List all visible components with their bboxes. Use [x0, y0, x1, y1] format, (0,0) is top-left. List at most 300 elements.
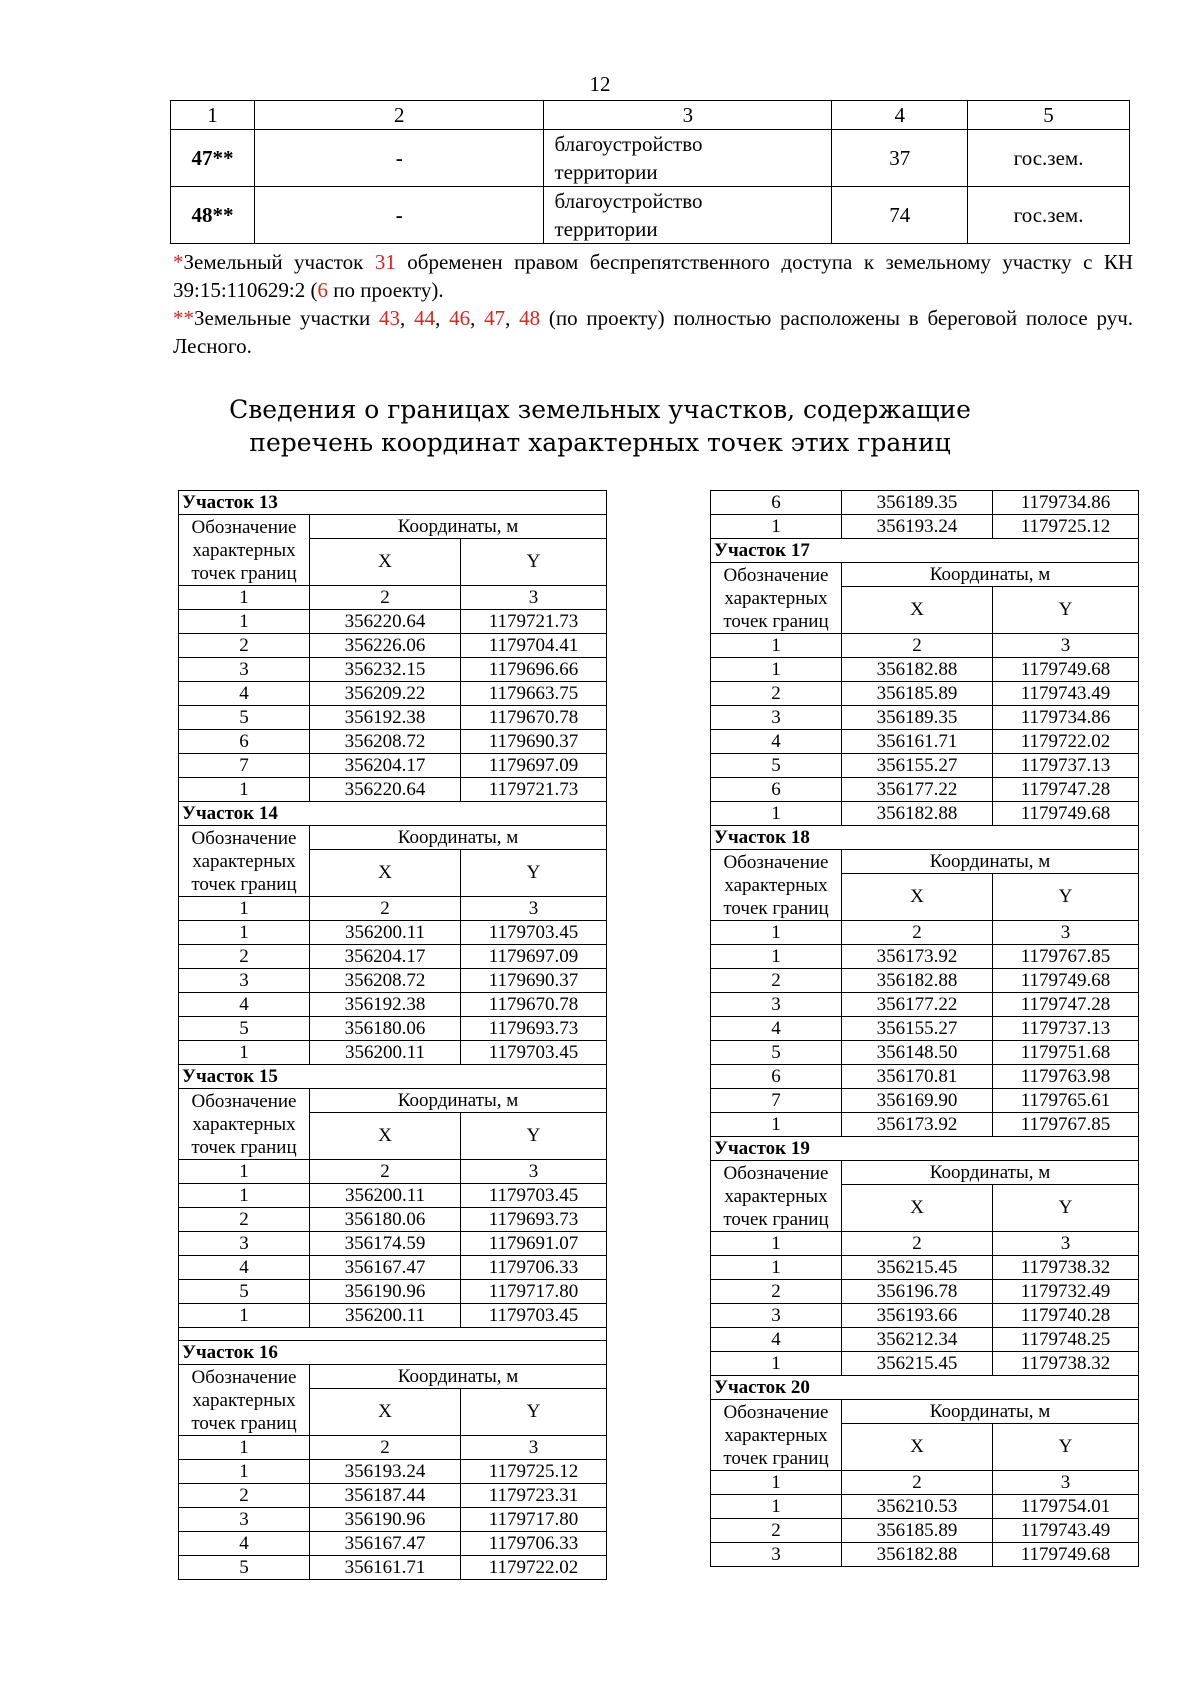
table-row: [711, 1137, 1139, 1161]
table-row: [179, 1041, 607, 1065]
x-coordinate: 356174.59: [310, 1232, 461, 1256]
table-row: [179, 682, 607, 706]
table-header-row: [171, 101, 1130, 130]
x-coordinate: 356189.35: [842, 491, 993, 515]
coordinates-header: Координаты, м: [842, 1400, 1139, 1424]
land-use-table: [170, 100, 1130, 244]
label-line: Обозначение: [723, 564, 829, 586]
table-row: [711, 1089, 1139, 1113]
point-number: 2: [179, 945, 310, 969]
table-row: [711, 1280, 1139, 1304]
column-number: 2: [310, 586, 461, 610]
table-row: [711, 993, 1139, 1017]
x-coordinate: 356220.64: [310, 778, 461, 802]
table-row: [179, 1460, 607, 1484]
point-number: 1: [711, 1495, 842, 1519]
x-coordinate: 356185.89: [842, 1519, 993, 1543]
y-coordinate: 1179732.49: [993, 1280, 1139, 1304]
point-number: 3: [711, 993, 842, 1017]
x-coordinate: 356167.47: [310, 1532, 461, 1556]
y-coordinate: 1179749.68: [993, 802, 1139, 826]
column-number: 1: [179, 1436, 310, 1460]
point-number: 5: [711, 1041, 842, 1065]
y-coordinate: 1179767.85: [993, 945, 1139, 969]
x-header: X: [310, 1389, 461, 1436]
table-row: [171, 187, 1130, 244]
column-number: 2: [310, 1160, 461, 1184]
label-line: Обозначение: [191, 1366, 297, 1388]
table-row: [179, 730, 607, 754]
table-row: [711, 634, 1139, 658]
table-row: [711, 1304, 1139, 1328]
x-coordinate: 356167.47: [310, 1256, 461, 1280]
y-coordinate: 1179748.25: [993, 1328, 1139, 1352]
table-row: [179, 1184, 607, 1208]
table-row: [179, 754, 607, 778]
table-row: [711, 1495, 1139, 1519]
point-number: 3: [711, 1543, 842, 1567]
point-number: 1: [711, 945, 842, 969]
y-coordinate: 1179693.73: [461, 1208, 607, 1232]
column-number: 2: [842, 921, 993, 945]
coordinates-header: Координаты, м: [310, 826, 607, 850]
x-coordinate: 356193.66: [842, 1304, 993, 1328]
point-number: 1: [179, 1304, 310, 1328]
table-row: [711, 539, 1139, 563]
y-coordinate: 1179740.28: [993, 1304, 1139, 1328]
point-designation-header: [179, 515, 310, 586]
label-line: характерных: [192, 850, 296, 872]
label-line: характерных: [724, 587, 828, 609]
table-row: [711, 1041, 1139, 1065]
x-coordinate: 356210.53: [842, 1495, 993, 1519]
purpose-cell: благоустройство территории: [544, 187, 832, 244]
label-line: характерных: [724, 1424, 828, 1446]
x-coordinate: 356193.24: [842, 515, 993, 539]
y-coordinate: 1179706.33: [461, 1532, 607, 1556]
ownership-cell: гос.зем.: [968, 187, 1130, 244]
parcel-title: Участок 14: [179, 802, 607, 826]
header-cell: 4: [832, 101, 968, 130]
point-number: 4: [711, 1017, 842, 1041]
x-header: X: [310, 850, 461, 897]
label-line: точек границ: [723, 897, 829, 919]
column-number: 1: [711, 921, 842, 945]
x-coordinate: 356192.38: [310, 706, 461, 730]
y-header: Y: [461, 539, 607, 586]
point-number: 5: [179, 706, 310, 730]
point-number: 2: [179, 1208, 310, 1232]
table-row: [179, 993, 607, 1017]
header-cell: 3: [544, 101, 832, 130]
header-cell: 1: [171, 101, 255, 130]
parcel-title: Участок 16: [179, 1341, 607, 1365]
y-coordinate: 1179703.45: [461, 1184, 607, 1208]
table-row: [711, 658, 1139, 682]
point-number: 4: [179, 682, 310, 706]
table-row: [711, 1519, 1139, 1543]
y-coordinate: 1179696.66: [461, 658, 607, 682]
table-row: [711, 1017, 1139, 1041]
heading-line-2: перечень координат характерных точек этих границ: [249, 428, 951, 457]
y-coordinate: 1179703.45: [461, 1304, 607, 1328]
table-row: [711, 1113, 1139, 1137]
y-coordinate: 1179734.86: [993, 706, 1139, 730]
x-coordinate: 356170.81: [842, 1065, 993, 1089]
parcel-title: Участок 17: [711, 539, 1139, 563]
y-coordinate: 1179703.45: [461, 921, 607, 945]
table-row: [179, 515, 607, 539]
table-row: [179, 1017, 607, 1041]
x-coordinate: 356182.88: [842, 969, 993, 993]
column-number: 3: [461, 1160, 607, 1184]
ownership-cell: гос.зем.: [968, 130, 1130, 187]
parcel-number: 48**: [171, 187, 255, 244]
area-cell: 37: [832, 130, 968, 187]
column-number: 1: [179, 586, 310, 610]
point-number: 2: [179, 634, 310, 658]
point-designation-header: [711, 1400, 842, 1471]
spacer: [179, 1328, 607, 1341]
table-row: [711, 945, 1139, 969]
x-header: X: [310, 539, 461, 586]
column-number: 3: [461, 897, 607, 921]
table-row: [711, 850, 1139, 874]
y-header: Y: [461, 1113, 607, 1160]
label-line: точек границ: [191, 873, 297, 895]
y-coordinate: 1179704.41: [461, 634, 607, 658]
column-number: 3: [461, 586, 607, 610]
x-coordinate: 356220.64: [310, 610, 461, 634]
y-header: Y: [461, 1389, 607, 1436]
table-row: [179, 1065, 607, 1089]
y-coordinate: 1179722.02: [993, 730, 1139, 754]
column-number: 3: [993, 1471, 1139, 1495]
table-row: [179, 658, 607, 682]
label-line: точек границ: [191, 562, 297, 584]
column-number: 3: [993, 1232, 1139, 1256]
y-coordinate: 1179743.49: [993, 1519, 1139, 1543]
page-number: 12: [589, 72, 611, 96]
table-row: [711, 1543, 1139, 1567]
point-number: 5: [711, 754, 842, 778]
column-number: 1: [179, 897, 310, 921]
y-coordinate: 1179697.09: [461, 945, 607, 969]
point-number: 6: [179, 730, 310, 754]
x-coordinate: 356204.17: [310, 754, 461, 778]
table-row: [711, 1161, 1139, 1185]
column-number: 1: [179, 1160, 310, 1184]
x-coordinate: 356209.22: [310, 682, 461, 706]
x-coordinate: 356215.45: [842, 1352, 993, 1376]
coordinates-table: [178, 490, 607, 1580]
cell-value: -: [254, 130, 544, 187]
label-line: точек границ: [723, 610, 829, 632]
point-number: 4: [179, 993, 310, 1017]
table-row: [711, 1232, 1139, 1256]
parcel-title: Участок 18: [711, 826, 1139, 850]
point-number: 3: [179, 969, 310, 993]
x-coordinate: 356182.88: [842, 658, 993, 682]
label-line: характерных: [192, 539, 296, 561]
label-line: точек границ: [191, 1412, 297, 1434]
y-coordinate: 1179670.78: [461, 706, 607, 730]
point-number: 1: [711, 802, 842, 826]
section-heading: [0, 393, 1200, 459]
table-row: [179, 1341, 607, 1365]
y-coordinate: 1179747.28: [993, 993, 1139, 1017]
y-coordinate: 1179691.07: [461, 1232, 607, 1256]
purpose-cell: благоустройство территории: [544, 130, 832, 187]
point-number: 6: [711, 491, 842, 515]
table-row: [711, 682, 1139, 706]
point-number: 7: [179, 754, 310, 778]
point-number: 1: [711, 1256, 842, 1280]
x-header: X: [842, 587, 993, 634]
point-designation-header: [711, 1161, 842, 1232]
point-number: 3: [711, 706, 842, 730]
table-row: [179, 706, 607, 730]
footnote-1: *Земельный участок 31 обременен правом беспрепятственного доступа к земельному участку с КН 39:15:110629:2 (6 по проекту).: [173, 250, 1134, 302]
x-coordinate: 356177.22: [842, 778, 993, 802]
table-row: [179, 802, 607, 826]
table-row: [179, 610, 607, 634]
y-coordinate: 1179703.45: [461, 1041, 607, 1065]
column-number: 1: [711, 1232, 842, 1256]
column-number: 1: [711, 634, 842, 658]
point-number: 7: [711, 1089, 842, 1113]
y-coordinate: 1179697.09: [461, 754, 607, 778]
point-number: 3: [179, 1508, 310, 1532]
x-coordinate: 356232.15: [310, 658, 461, 682]
y-header: Y: [993, 587, 1139, 634]
label-line: характерных: [192, 1113, 296, 1135]
parcel-title: Участок 19: [711, 1137, 1139, 1161]
x-coordinate: 356173.92: [842, 945, 993, 969]
right-column: [710, 490, 1138, 1567]
label-line: Обозначение: [723, 1401, 829, 1423]
table-row: [711, 1065, 1139, 1089]
table-row: [179, 1484, 607, 1508]
y-coordinate: 1179747.28: [993, 778, 1139, 802]
table-row: [179, 491, 607, 515]
coordinates-header: Координаты, м: [842, 1161, 1139, 1185]
point-number: 3: [711, 1304, 842, 1328]
table-row: [179, 1160, 607, 1184]
parcel-number: 47**: [171, 130, 255, 187]
label-line: характерных: [724, 1185, 828, 1207]
point-designation-header: [179, 1365, 310, 1436]
x-coordinate: 356161.71: [310, 1556, 461, 1580]
x-coordinate: 356215.45: [842, 1256, 993, 1280]
x-header: X: [842, 1185, 993, 1232]
table-row: [711, 1256, 1139, 1280]
table-row: [171, 130, 1130, 187]
point-designation-header: [179, 826, 310, 897]
y-coordinate: 1179765.61: [993, 1089, 1139, 1113]
point-designation-header: [711, 850, 842, 921]
y-coordinate: 1179749.68: [993, 1543, 1139, 1567]
table-row: [711, 1328, 1139, 1352]
table-row: [179, 1532, 607, 1556]
point-number: 2: [711, 682, 842, 706]
table-row: [711, 515, 1139, 539]
table-row: [179, 1280, 607, 1304]
table-row: [179, 1436, 607, 1460]
y-coordinate: 1179763.98: [993, 1065, 1139, 1089]
table-row: [179, 1208, 607, 1232]
point-number: 2: [711, 969, 842, 993]
table-row: [179, 897, 607, 921]
y-header: Y: [993, 1424, 1139, 1471]
x-coordinate: 356190.96: [310, 1508, 461, 1532]
table-row: [179, 634, 607, 658]
y-coordinate: 1179706.33: [461, 1256, 607, 1280]
x-coordinate: 356200.11: [310, 1304, 461, 1328]
x-coordinate: 356200.11: [310, 1184, 461, 1208]
y-coordinate: 1179717.80: [461, 1508, 607, 1532]
label-line: Обозначение: [191, 1090, 297, 1112]
label-line: Обозначение: [191, 827, 297, 849]
coordinates-header: Координаты, м: [842, 850, 1139, 874]
point-number: 1: [179, 610, 310, 634]
point-number: 1: [711, 1113, 842, 1137]
y-coordinate: 1179754.01: [993, 1495, 1139, 1519]
header-cell: 2: [254, 101, 544, 130]
point-number: 5: [179, 1556, 310, 1580]
label-line: характерных: [724, 874, 828, 896]
point-designation-header: [179, 1089, 310, 1160]
header-cell: 5: [968, 101, 1130, 130]
x-coordinate: 356200.11: [310, 921, 461, 945]
heading-line-1: Сведения о границах земельных участков, содержащие: [229, 395, 971, 424]
y-coordinate: 1179738.32: [993, 1352, 1139, 1376]
table-row: [711, 921, 1139, 945]
point-number: 1: [179, 1041, 310, 1065]
table-row: [179, 1328, 607, 1341]
y-coordinate: 1179670.78: [461, 993, 607, 1017]
column-number: 2: [310, 897, 461, 921]
y-coordinate: 1179734.86: [993, 491, 1139, 515]
column-number: 2: [842, 1232, 993, 1256]
point-number: 6: [711, 778, 842, 802]
point-number: 6: [711, 1065, 842, 1089]
coordinates-header: Координаты, м: [310, 1365, 607, 1389]
y-coordinate: 1179749.68: [993, 658, 1139, 682]
table-row: [179, 1089, 607, 1113]
column-number: 1: [711, 1471, 842, 1495]
point-number: 1: [711, 658, 842, 682]
label-line: Обозначение: [723, 851, 829, 873]
point-number: 1: [179, 1460, 310, 1484]
label-line: характерных: [192, 1389, 296, 1411]
footnotes: [173, 248, 1133, 360]
table-row: [711, 1352, 1139, 1376]
x-coordinate: 356180.06: [310, 1208, 461, 1232]
table-row: [179, 1365, 607, 1389]
point-number: 2: [179, 1484, 310, 1508]
y-coordinate: 1179690.37: [461, 969, 607, 993]
table-row: [711, 491, 1139, 515]
point-number: 1: [179, 778, 310, 802]
point-number: 1: [179, 921, 310, 945]
point-number: 4: [711, 1328, 842, 1352]
coordinates-table: [710, 490, 1139, 1567]
table-row: [711, 1400, 1139, 1424]
column-number: 2: [310, 1436, 461, 1460]
point-number: 1: [711, 515, 842, 539]
x-coordinate: 356155.27: [842, 754, 993, 778]
y-coordinate: 1179749.68: [993, 969, 1139, 993]
point-number: 5: [179, 1017, 310, 1041]
point-number: 3: [179, 1232, 310, 1256]
y-coordinate: 1179743.49: [993, 682, 1139, 706]
table-row: [711, 1376, 1139, 1400]
table-row: [179, 1304, 607, 1328]
table-row: [711, 778, 1139, 802]
x-coordinate: 356196.78: [842, 1280, 993, 1304]
point-number: 4: [179, 1532, 310, 1556]
table-row: [711, 563, 1139, 587]
y-header: Y: [993, 1185, 1139, 1232]
coordinates-header: Координаты, м: [842, 563, 1139, 587]
x-coordinate: 356204.17: [310, 945, 461, 969]
table-row: [711, 706, 1139, 730]
table-row: [179, 1508, 607, 1532]
point-number: 1: [179, 1184, 310, 1208]
table-row: [711, 802, 1139, 826]
x-coordinate: 356190.96: [310, 1280, 461, 1304]
y-coordinate: 1179717.80: [461, 1280, 607, 1304]
label-line: точек границ: [723, 1208, 829, 1230]
x-coordinate: 356177.22: [842, 993, 993, 1017]
x-coordinate: 356161.71: [842, 730, 993, 754]
x-coordinate: 356180.06: [310, 1017, 461, 1041]
point-number: 4: [711, 730, 842, 754]
y-coordinate: 1179738.32: [993, 1256, 1139, 1280]
x-header: X: [842, 874, 993, 921]
x-header: X: [310, 1113, 461, 1160]
column-number: 2: [842, 634, 993, 658]
point-number: 5: [179, 1280, 310, 1304]
table-row: [179, 969, 607, 993]
label-line: Обозначение: [191, 516, 297, 538]
label-line: Обозначение: [723, 1162, 829, 1184]
point-number: 2: [711, 1519, 842, 1543]
x-coordinate: 356173.92: [842, 1113, 993, 1137]
x-coordinate: 356208.72: [310, 730, 461, 754]
column-number: 2: [842, 1471, 993, 1495]
y-coordinate: 1179725.12: [461, 1460, 607, 1484]
y-coordinate: 1179690.37: [461, 730, 607, 754]
y-coordinate: 1179663.75: [461, 682, 607, 706]
point-designation-header: [711, 563, 842, 634]
point-number: 3: [179, 658, 310, 682]
y-coordinate: 1179751.68: [993, 1041, 1139, 1065]
table-row: [179, 1556, 607, 1580]
parcel-title: Участок 15: [179, 1065, 607, 1089]
y-coordinate: 1179693.73: [461, 1017, 607, 1041]
y-header: Y: [993, 874, 1139, 921]
table-row: [711, 754, 1139, 778]
area-cell: 74: [832, 187, 968, 244]
x-coordinate: 356187.44: [310, 1484, 461, 1508]
x-coordinate: 356182.88: [842, 802, 993, 826]
table-row: [711, 826, 1139, 850]
x-coordinate: 356200.11: [310, 1041, 461, 1065]
y-header: Y: [461, 850, 607, 897]
table-row: [179, 945, 607, 969]
